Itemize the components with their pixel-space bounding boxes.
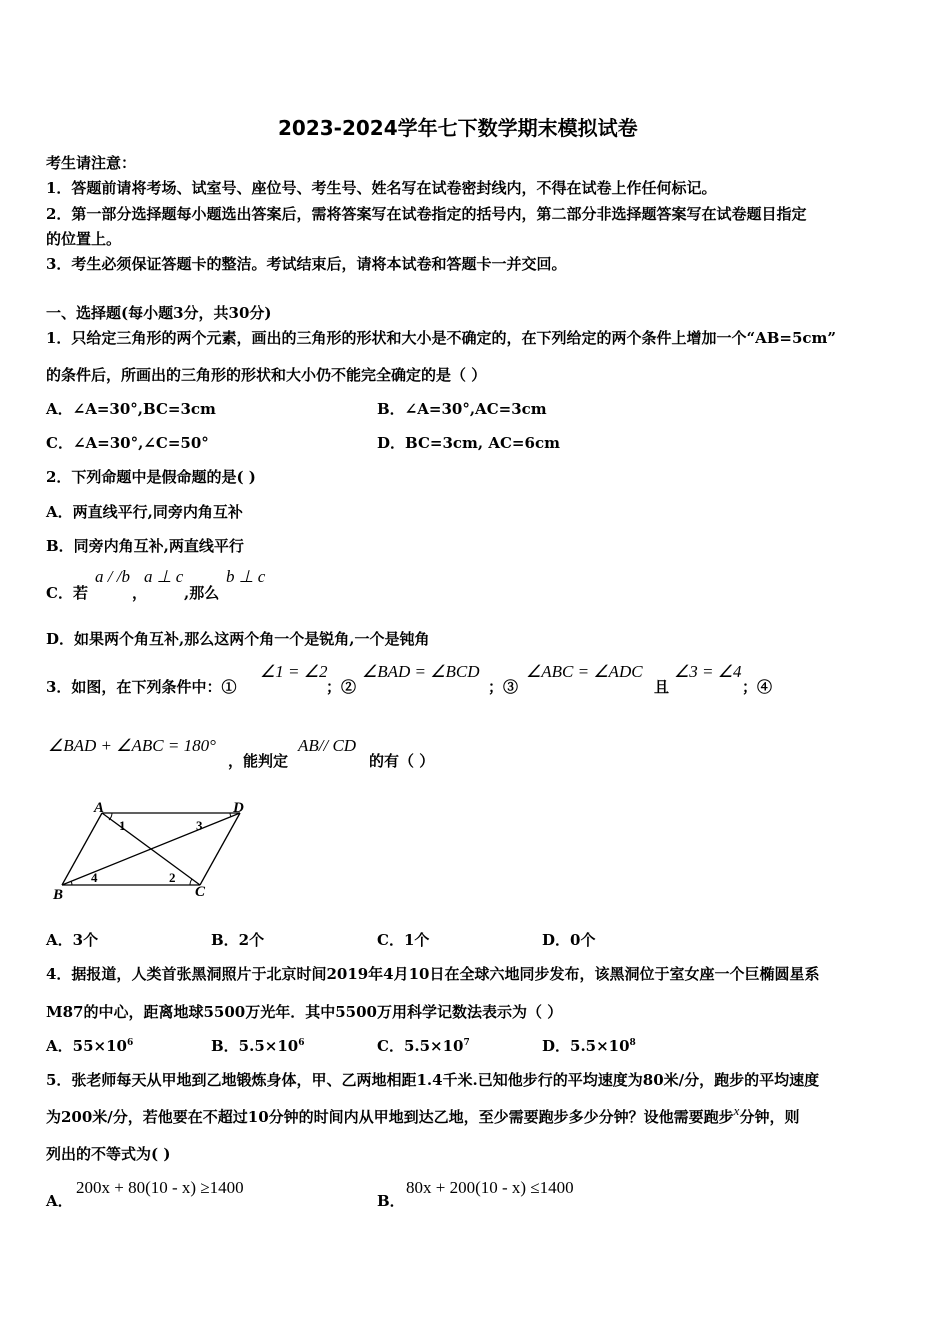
- q2-option-b: B．同旁内角互补,两直线平行: [46, 537, 244, 555]
- q1-option-b: B．∠A=30°,AC=3cm: [377, 400, 547, 418]
- notice-item: 3．考生必须保证答题卡的整洁。考试结束后，请将本试卷和答题卡一并交回。: [46, 255, 567, 273]
- q4-option-d: D．$5.5\times 10^8$: [542, 1037, 636, 1055]
- label-vertex-b: B: [53, 887, 64, 903]
- q3-sep: ；②: [326, 678, 357, 696]
- diagonal-bd: [62, 813, 240, 885]
- q5-option-a-label: A．: [46, 1192, 73, 1210]
- q3-post: 的有（ ）: [369, 752, 435, 770]
- label-angle-1: 1: [119, 818, 126, 833]
- q1-option-c: C．∠A=30°,∠C=50°: [46, 434, 209, 452]
- q3-option-d: D．0个: [542, 931, 596, 949]
- q3-cond4: ∠BAD + ∠ABC = 180°: [48, 736, 216, 755]
- q3-cond3b: ∠3 = ∠4: [674, 662, 742, 681]
- q5-stem-line3: 列出的不等式为( ): [46, 1145, 171, 1163]
- q3-cond1: ∠1 = ∠2: [260, 662, 328, 681]
- q3-sep: ；③: [488, 678, 519, 696]
- q2-then: ,那么: [184, 584, 220, 602]
- q2-option-d: D．如果两个角互补,那么这两个角一个是锐角,一个是钝角: [46, 630, 430, 648]
- parallelogram-figure: [48, 800, 258, 905]
- q2-math-perp2: b ⊥ c: [226, 567, 266, 586]
- q3-option-b: B．2个: [211, 931, 265, 949]
- q5-option-b-label: B．: [377, 1192, 405, 1210]
- q2-comma: ，: [132, 584, 148, 602]
- label-vertex-d: D: [233, 800, 244, 816]
- q5-stem-line1: 5．张老师每天从甲地到乙地锻炼身体，甲、乙两地相距1.4千米.已知他步行的平均速度为80米/分，跑步的平均速度: [46, 1071, 820, 1089]
- q3-option-a: A．3个: [46, 931, 99, 949]
- q3-stem-prefix: 3．如图，在下列条件中：①: [46, 678, 237, 696]
- q4-option-a: A．$55\times 10^6$: [46, 1037, 134, 1055]
- q2-option-c-prefix: C．若: [46, 584, 88, 602]
- q2-math-parallel: a / /b: [95, 567, 130, 586]
- angle-arc-2: [190, 879, 192, 885]
- label-vertex-c: C: [195, 884, 206, 900]
- q1-option-a: A．∠A=30°,BC=3cm: [46, 400, 216, 418]
- notice-item: 2．第一部分选择题每小题选出答案后，需将答案写在试卷指定的括号内，第二部分非选择题答案写在试卷题目指定: [46, 205, 807, 223]
- q2-math-perp1: a ⊥ c: [144, 567, 184, 586]
- segment-dc: [200, 813, 240, 885]
- q4-stem-line2: M87的中心，距离地球5500万光年．其中5500万用科学记数法表示为（ ）: [46, 1003, 563, 1021]
- q2-option-a: A．两直线平行,同旁内角互补: [46, 503, 243, 521]
- q5-variable: x: [733, 1103, 740, 1118]
- q4-option-b: B．$5.5\times 10^6$: [211, 1037, 305, 1055]
- q3-cond2: ∠BAD = ∠BCD: [362, 662, 480, 681]
- q3-sep: ；④: [742, 678, 773, 696]
- q3-option-c: C．1个: [377, 931, 430, 949]
- notice-item: 1．答题前请将考场、试室号、座位号、考生号、姓名写在试卷密封线内，不得在试卷上作任何标记。: [46, 179, 717, 197]
- q4-option-c: C．$5.5\times 10^7$: [377, 1037, 470, 1055]
- q1-stem-line1: 1．只给定三角形的两个元素，画出的三角形的形状和大小是不确定的，在下列给定的两个条件上增加一个“AB=5cm”: [46, 329, 837, 347]
- q4-stem-line1: 4．据报道，人类首张黑洞照片于北京时间2019年4月10日在全球六地同步发布，该黑洞位于室女座一个巨椭圆星系: [46, 965, 820, 983]
- label-angle-2: 2: [169, 870, 176, 885]
- q5-option-a-expr: 200x + 80(10 - x) ≥1400: [76, 1178, 244, 1197]
- section-heading: 一、选择题(每小题3分，共30分): [46, 304, 272, 322]
- q5-stem-line2: 为200米/分，若他要在不超过10分钟的时间内从甲地到达乙地，至少需要跑步多少分钟？设他需要跑步x分钟，则: [46, 1103, 800, 1126]
- q2-stem: 2．下列命题中是假命题的是( ): [46, 468, 256, 486]
- angle-arc-1: [109, 813, 112, 820]
- page-title: 2023-2024学年七下数学期末模拟试卷: [278, 116, 638, 140]
- label-angle-4: 4: [91, 870, 98, 885]
- q3-and: 且: [654, 678, 670, 696]
- notice-item: 的位置上。: [46, 230, 122, 248]
- q3-parallel: AB// CD: [298, 736, 357, 755]
- q5-option-b-expr: 80x + 200(10 - x) ≤1400: [406, 1178, 574, 1197]
- q3-mid: ，能判定: [228, 752, 289, 770]
- q1-stem-line2: 的条件后，所画出的三角形的形状和大小仍不能完全确定的是（ ）: [46, 366, 487, 384]
- label-angle-3: 3: [196, 818, 203, 833]
- notice-heading: 考生请注意：: [46, 154, 137, 172]
- label-vertex-a: A: [94, 800, 105, 816]
- q3-cond3a: ∠ABC = ∠ADC: [526, 662, 643, 681]
- q1-option-d: D．BC=3cm, AC=6cm: [377, 434, 560, 452]
